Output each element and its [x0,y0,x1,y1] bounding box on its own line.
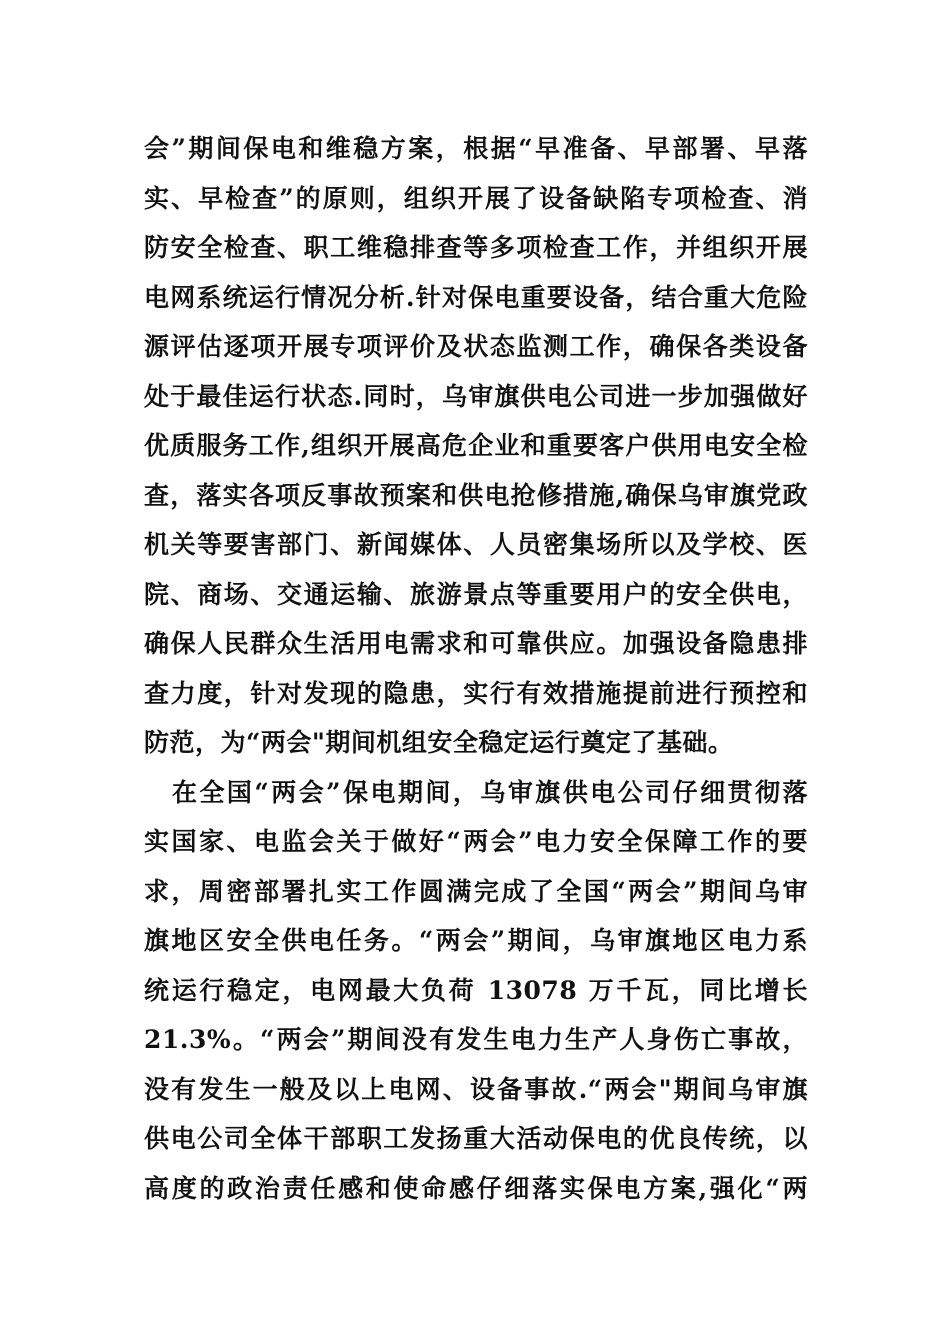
text-line: 供电公司全体干部职工发扬重大活动保电的优良传统，以 [144,1124,808,1153]
text-line: 查，落实各项反事故预案和供电抢修措施,确保乌审旗党政 [144,480,808,510]
text-line: 实国家、电监会关于做好“两会”电力安全保障工作的要 [144,827,808,856]
body-text [144,124,808,1213]
text-line: 高度的政治责任感和使命感仔细落实保电方案,强化“两 [144,1173,808,1203]
text-line: 防安全检查、职工维稳排查等多项检查工作，并组织开展 [144,233,808,262]
text-line: 查力度，针对发现的隐患，实行有效措施提前进行预控和 [144,678,808,708]
text-line: 优质服务工作,组织开展高危企业和重要客户供用电安全检 [144,431,808,460]
text-line: 防范，为“两会"期间机组安全稳定运行奠定了基础。 [144,728,734,757]
text-line: 没有发生一般及以上电网、设备事故.“两会"期间乌审旗 [144,1074,808,1104]
text-line: 求，周密部署扎实工作圆满完成了全国“两会”期间乌审 [144,876,808,906]
text-line: 确保人民群众生活用电需求和可靠供应。加强设备隐患排 [144,629,808,658]
text-line: 院、商场、交通运输、旅游景点等重要用户的安全供电， [144,579,808,609]
text-line: 实、早检查”的原则，组织开展了设备缺陷专项检查、消 [144,183,808,213]
text-line: 21.3%。“两会”期间没有发生电力生产人身伤亡事故， [144,1025,808,1054]
text-line: 处于最佳运行状态.同时，乌审旗供电公司进一步加强做好 [144,381,808,411]
text-line: 在全国“两会”保电期间，乌审旗供电公司仔细贯彻落 [172,777,808,807]
text-line: 源评估逐项开展专项评价及状态监测工作，确保各类设备 [144,332,808,361]
text-line: 电网系统运行情况分析.针对保电重要设备，结合重大危险 [144,282,808,312]
text-line: 统运行稳定，电网最大负荷 13078 万千瓦，同比增长 [144,975,808,1005]
text-line: 旗地区安全供电任务。“两会”期间，乌审旗地区电力系 [144,926,808,955]
text-line: 机关等要害部门、新闻媒体、人员密集场所以及学校、医 [144,530,808,559]
text-line: 会”期间保电和维稳方案，根据“早准备、早部署、早落 [144,134,808,163]
